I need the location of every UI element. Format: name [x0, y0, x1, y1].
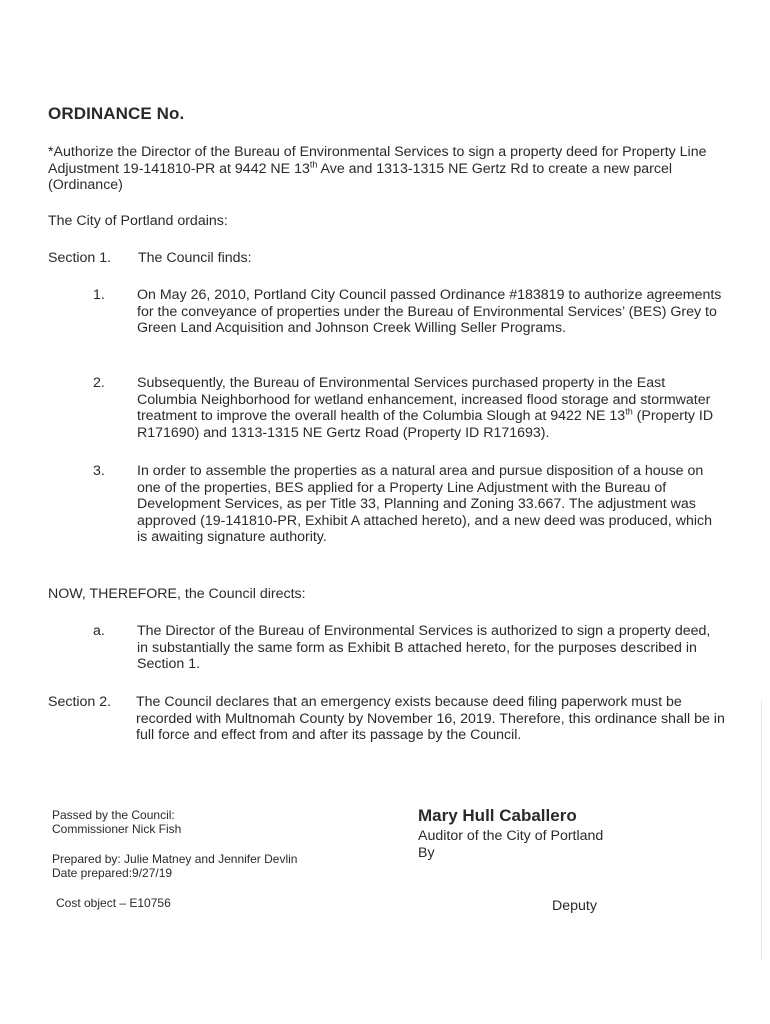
finding-1-text: On May 26, 2010, Portland City Council passed Ordinance #183819 to authorize agreements for the conveyance of properties under the Bureau of Environmental Services’ (BES) Grey to Green Land Acquisition and Johnson Creek Willing Seller Programs.: [137, 287, 722, 336]
summary-text-part-2: Ave and 1313-1315 NE Gertz Rd to create a new parcel (Ordinance): [48, 160, 673, 193]
prepared-block: [52, 852, 297, 880]
finding-2-superscript: th: [625, 406, 633, 417]
finding-2-text-part-1: Subsequently, the Bureau of Environmental Services purchased property in the East Columbia Neighborhood for wetland enhancement, increased flood storage and stormwater treatment to improve the overall health of the Columbia Slough at 9422 NE 13: [137, 375, 711, 424]
finding-2-text-part-2: (Property ID R171690) and 1313-1315 NE Gertz Road (Property ID R171693).: [137, 408, 714, 441]
prepared-by: Prepared by: Julie Matney and Jennifer Devlin: [52, 852, 298, 866]
date-prepared: Date prepared:9/27/19: [52, 866, 173, 880]
deputy-label: Deputy: [552, 898, 597, 914]
finding-2-number: 2.: [93, 375, 105, 391]
ordinance-title: ORDINANCE No.: [48, 104, 185, 123]
section-2-label: Section 2.: [48, 694, 112, 710]
cost-object: Cost object – E10756: [56, 896, 171, 910]
ordains-statement: The City of Portland ordains:: [48, 213, 228, 229]
directive-a-text: The Director of the Bureau of Environmental Services is authorized to sign a property deed, in substantially the same form as Exhibit B attached hereto, for the purposes described in Section 1.: [137, 623, 711, 672]
finding-2-text: [137, 375, 722, 441]
now-therefore-statement: NOW, THEREFORE, the Council directs:: [48, 586, 306, 602]
finding-3-number: 3.: [93, 463, 105, 479]
ordinance-summary: [48, 144, 728, 194]
commissioner-name: Commissioner Nick Fish: [52, 822, 182, 836]
auditor-name: Mary Hull Caballero: [418, 806, 577, 825]
summary-text-part-1: *Authorize the Director of the Bureau of Environmental Services to sign a property deed for Property Line Adjustment 19-141810-PR at 9442 NE 13: [48, 144, 707, 177]
directive-a-letter: a.: [93, 623, 105, 639]
auditor-title: Auditor of the City of Portland: [418, 828, 604, 844]
passed-by-label: Passed by the Council:: [52, 808, 175, 822]
finding-3-text: In order to assemble the properties as a natural area and pursue disposition of a house on one of the properties, BES applied for a Property Line Adjustment with the Bureau of Development Services, as per Title 33, Planning and Zoning 33.667. The adjustment was approved (19-141810-PR, Exhibit A attached hereto), and a new deed was produced, which is awaiting signature authority.: [137, 463, 712, 545]
summary-superscript: th: [309, 158, 318, 169]
auditor-block: [418, 828, 603, 862]
section-1-label: Section 1.: [48, 250, 112, 266]
by-label: By: [418, 845, 435, 861]
passed-by-block: [52, 808, 181, 836]
section-2-text: The Council declares that an emergency exists because deed filing paperwork must be recorded with Multnomah County by November 16, 2019. Therefore, this ordinance shall be in full force and effect from and after its passage by the Council.: [136, 694, 725, 743]
scan-margin-line: [761, 700, 762, 960]
finding-1-number: 1.: [93, 287, 105, 303]
section-1-heading: The Council finds:: [138, 250, 252, 266]
